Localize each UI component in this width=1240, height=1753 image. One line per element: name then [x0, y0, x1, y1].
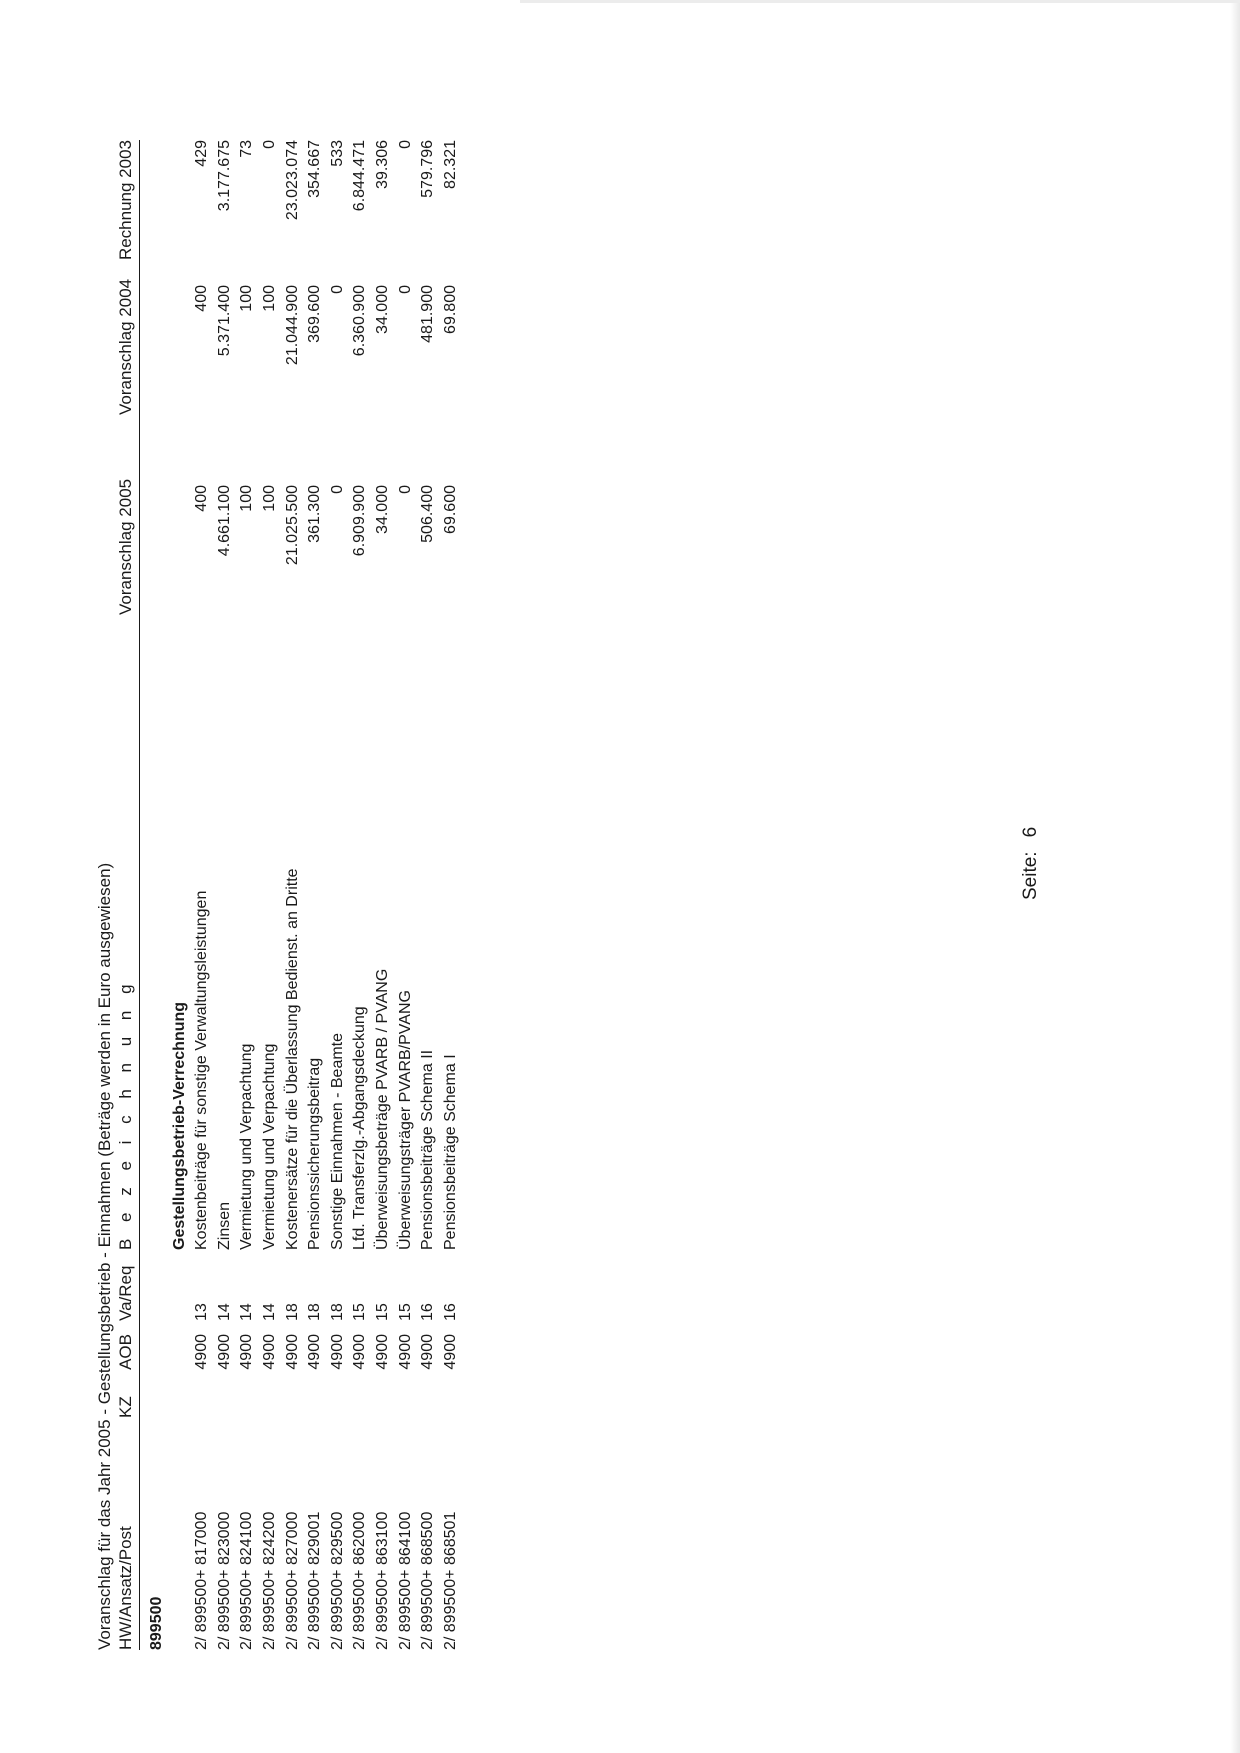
row-vareq: 14 [215, 1303, 233, 1321]
group-title: Gestellungsbetrieb-Verrechnung [170, 1001, 188, 1250]
table-row [214, 140, 237, 1650]
row-vareq: 14 [238, 1303, 256, 1321]
row-aob: 4900 [238, 1334, 256, 1370]
row-bezeichnung: Überweisungsbeträge PVARB / PVANG [373, 968, 391, 1250]
row-rechnung-2003: 0 [396, 140, 414, 149]
row-aob: 4900 [328, 1334, 346, 1370]
table-row [349, 140, 372, 1650]
row-voranschlag-2004: 5.371.400 [215, 285, 233, 357]
page-label: Seite: [1020, 851, 1041, 900]
scan-edge [1230, 0, 1240, 1753]
row-voranschlag-2004: 0 [328, 285, 346, 294]
row-voranschlag-2005: 4.661.100 [215, 485, 233, 557]
row-aob: 4900 [441, 1334, 459, 1370]
row-post: 2/ 899500+ 823000 [215, 1511, 233, 1650]
row-aob: 4900 [373, 1334, 391, 1370]
row-aob: 4900 [283, 1334, 301, 1370]
group-title-row [169, 140, 192, 1650]
row-voranschlag-2004: 6.360.900 [351, 285, 369, 357]
page-footer [1020, 827, 1042, 900]
row-bezeichnung: Überweisungsträger PVARB/PVANG [396, 990, 414, 1250]
row-aob: 4900 [193, 1334, 211, 1370]
row-post: 2/ 899500+ 824200 [260, 1511, 278, 1650]
row-rechnung-2003: 3.177.675 [215, 140, 233, 212]
row-voranschlag-2004: 481.900 [419, 285, 437, 343]
group-row [146, 140, 169, 1650]
row-aob: 4900 [306, 1334, 324, 1370]
row-aob: 4900 [396, 1334, 414, 1370]
row-voranschlag-2005: 69.600 [441, 485, 459, 534]
row-post: 2/ 899500+ 864100 [396, 1511, 414, 1650]
row-post: 2/ 899500+ 829001 [306, 1511, 324, 1650]
table-header [116, 140, 140, 1650]
row-bezeichnung: Pensionssicherungsbeitrag [306, 1057, 324, 1250]
table-row [440, 140, 463, 1650]
group-code: 899500 [148, 1596, 165, 1650]
row-post: 2/ 899500+ 827000 [283, 1511, 301, 1650]
row-bezeichnung: Vermietung und Verpachtung [260, 1043, 278, 1250]
row-voranschlag-2005: 34.000 [373, 485, 391, 534]
row-vareq: 15 [373, 1303, 391, 1321]
row-voranschlag-2005: 506.400 [419, 485, 437, 543]
row-vareq: 14 [260, 1303, 278, 1321]
row-vareq: 15 [396, 1303, 414, 1321]
row-rechnung-2003: 39.306 [373, 140, 391, 189]
table-row [395, 140, 418, 1650]
report-title: Voranschlag für das Jahr 2005 - Gestellungsbetrieb - Einnahmen (Beträge werden in Euro ausgewiesen) [95, 862, 114, 1650]
row-voranschlag-2005: 100 [260, 485, 278, 512]
row-rechnung-2003: 579.796 [419, 140, 437, 198]
row-vareq: 18 [328, 1303, 346, 1321]
header-voranschlag-2005: Voranschlag 2005 [116, 478, 135, 615]
table-row [372, 140, 395, 1650]
header-rule [139, 140, 140, 1650]
row-post: 2/ 899500+ 868501 [441, 1511, 459, 1650]
row-vareq: 16 [441, 1303, 459, 1321]
row-voranschlag-2004: 0 [396, 285, 414, 294]
row-bezeichnung: Pensionsbeiträge Schema II [419, 1049, 437, 1250]
table-body [146, 140, 462, 1650]
header-bezeichnung: B e z e i c h n u n g [116, 978, 135, 1250]
row-rechnung-2003: 73 [238, 140, 256, 158]
row-vareq: 18 [306, 1303, 324, 1321]
row-voranschlag-2005: 0 [396, 485, 414, 494]
table-row [191, 140, 214, 1650]
header-rechnung-2003: Rechnung 2003 [116, 140, 135, 261]
row-bezeichnung: Kostenersätze für die Überlassung Bedienst. an Dritte [283, 868, 301, 1250]
row-voranschlag-2005: 100 [238, 485, 256, 512]
row-bezeichnung: Sonstige Einnahmen - Beamte [328, 1032, 346, 1250]
row-voranschlag-2004: 34.000 [373, 285, 391, 334]
row-post: 2/ 899500+ 829500 [328, 1511, 346, 1650]
row-post: 2/ 899500+ 817000 [193, 1511, 211, 1650]
row-voranschlag-2005: 0 [328, 485, 346, 494]
rotated-page [95, 140, 1105, 1650]
table-row [304, 140, 327, 1650]
table-row [282, 140, 305, 1650]
row-bezeichnung: Kostenbeiträge für sonstige Verwaltungsleistungen [193, 890, 211, 1250]
row-rechnung-2003: 6.844.471 [351, 140, 369, 212]
row-rechnung-2003: 82.321 [441, 140, 459, 189]
row-post: 2/ 899500+ 863100 [373, 1511, 391, 1650]
header-vareq: Va/Req [116, 1265, 135, 1321]
row-voranschlag-2005: 400 [193, 485, 211, 512]
row-vareq: 16 [419, 1303, 437, 1321]
row-voranschlag-2004: 400 [193, 285, 211, 312]
row-vareq: 18 [283, 1303, 301, 1321]
row-post: 2/ 899500+ 824100 [238, 1511, 256, 1650]
row-rechnung-2003: 23.023.074 [283, 140, 301, 221]
row-aob: 4900 [215, 1334, 233, 1370]
row-voranschlag-2004: 21.044.900 [283, 285, 301, 366]
row-voranschlag-2004: 369.600 [306, 285, 324, 343]
row-bezeichnung: Pensionsbeiträge Schema I [441, 1054, 459, 1250]
row-aob: 4900 [419, 1334, 437, 1370]
row-rechnung-2003: 429 [193, 140, 211, 167]
row-voranschlag-2005: 361.300 [306, 485, 324, 543]
row-bezeichnung: Vermietung und Verpachtung [238, 1043, 256, 1250]
row-bezeichnung: Lfd. Transferzlg.-Abgangsdeckung [351, 1006, 369, 1250]
row-vareq: 15 [351, 1303, 369, 1321]
row-vareq: 13 [193, 1303, 211, 1321]
row-voranschlag-2005: 6.909.900 [351, 485, 369, 557]
row-voranschlag-2004: 100 [260, 285, 278, 312]
row-voranschlag-2005: 21.025.500 [283, 485, 301, 566]
row-rechnung-2003: 0 [260, 140, 278, 149]
row-rechnung-2003: 533 [328, 140, 346, 167]
row-post: 2/ 899500+ 868500 [419, 1511, 437, 1650]
row-bezeichnung: Zinsen [215, 1201, 233, 1250]
row-rechnung-2003: 354.667 [306, 140, 324, 198]
row-aob: 4900 [351, 1334, 369, 1370]
row-voranschlag-2004: 69.800 [441, 285, 459, 334]
row-aob: 4900 [260, 1334, 278, 1370]
header-kz: KZ [116, 1396, 135, 1418]
header-aob: AOB [116, 1334, 135, 1370]
header-post: HW/Ansatz/Post [116, 1526, 135, 1650]
row-voranschlag-2004: 100 [238, 285, 256, 312]
table-row [259, 140, 282, 1650]
header-voranschlag-2004: Voranschlag 2004 [116, 278, 135, 415]
page-number: 6 [1020, 826, 1041, 838]
scan-edge-top [520, 0, 1240, 3]
table-row [327, 140, 350, 1650]
table-row [417, 140, 440, 1650]
table-row [236, 140, 259, 1650]
row-post: 2/ 899500+ 862000 [351, 1511, 369, 1650]
data-rows [191, 140, 462, 1650]
